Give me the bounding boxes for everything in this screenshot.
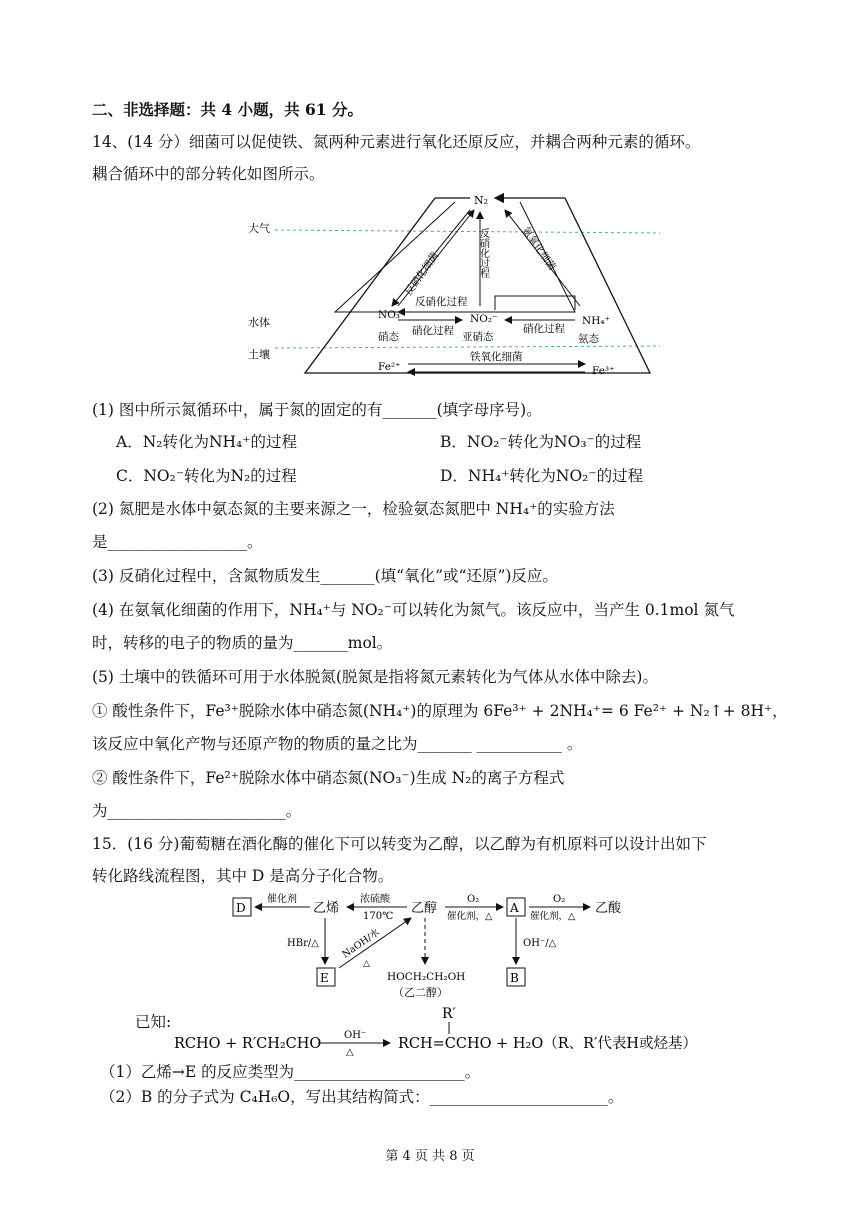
acetic-acid-label: 乙酸 — [595, 901, 622, 916]
q14-part5-1-line1: ① 酸性条件下，Fe³⁺脱除水体中硝态氮(NH₄⁺)的原理为 6Fe³⁺ + 2NH₄⁺= 6 Fe²⁺ + N₂↑+ 8H⁺， — [92, 702, 788, 720]
q14-part5-2-line1: ② 酸性条件下，Fe²⁺脱除水体中硝态氮(NO₃⁻)生成 N₂的离子方程式 — [92, 769, 565, 787]
synthesis-flowchart — [225, 888, 655, 1003]
nh4-label: NH₄⁺ — [582, 315, 611, 327]
q14-part5-1-line2: 该反应中氧化产物与还原产物的物质的量之比为_______ ___________ 。 — [92, 735, 583, 753]
n2-label: N₂ — [474, 194, 489, 207]
q14-option-b: B．NO₂⁻转化为NO₃⁻的过程 — [440, 433, 642, 451]
conc-sulfuric-acid-label: 浓硫酸 — [360, 894, 390, 905]
q14-stem-line2: 耦合循环中的部分转化如图所示。 — [92, 165, 325, 183]
ethylene-label: 乙烯 — [313, 901, 340, 916]
condition-label-1: 催化剂，△ — [447, 911, 493, 922]
box-b-label: B — [510, 971, 519, 985]
q14-part3: (3) 反硝化过程中，含氮物质发生_______(填“氧化”或“还原”)反应。 — [92, 567, 558, 585]
q14-part5-2-line2: 为_______________________。 — [92, 802, 302, 820]
fe2-label: Fe²⁺ — [378, 361, 401, 373]
section-title: 二、非选择题：共 4 小题，共 61 分。 — [92, 100, 363, 119]
hydroxide-label: OH⁻/△ — [523, 938, 557, 949]
iron-bacteria-label: 铁氧化细菌 — [470, 351, 523, 363]
glycol-formula: HOCH₂CH₂OH — [387, 971, 466, 983]
q14-option-c: C．NO₂⁻转化为N₂的过程 — [116, 467, 297, 485]
temperature-label: 170℃ — [363, 911, 394, 922]
label-atmosphere: 大气 — [248, 222, 270, 235]
q14-part2-line1: (2) 氮肥是水体中氨态氮的主要来源之一，检验氨态氮肥中 NH₄⁺的实验方法 — [92, 500, 615, 518]
q15-part1: （1）乙烯→E 的反应类型为______________________。 — [100, 1063, 481, 1081]
q14-part4-line1: (4) 在氨氧化细菌的作用下，NH₄⁺与 NO₂⁻可以转化为氮气。该反应中，当产生 0.1mol 氮气 — [92, 601, 735, 619]
oxygen-label-2: O₂ — [553, 894, 566, 905]
ethanol-label: 乙醇 — [411, 901, 438, 916]
label-soil: 土壤 — [248, 348, 270, 361]
denitrification-label: 反硝化过程 — [415, 296, 468, 308]
products: RCH=CCHO + H₂O（R、R′代表H或烃基） — [398, 1036, 698, 1052]
reactants: RCHO + R′CH₂CHO — [174, 1036, 322, 1052]
label-water: 水体 — [248, 316, 270, 329]
q14-part2-line2: 是__________________。 — [92, 533, 263, 551]
nitrate-state-label: 硝态 — [378, 331, 399, 343]
q15-stem-line2: 转化路线流程图，其中 D 是高分子化合物。 — [92, 867, 394, 885]
q14-option-a: A．N₂转化为NH₄⁺的过程 — [116, 433, 297, 451]
q15-stem-line1: 15．(16 分)葡萄糖在酒化酶的催化下可以转变为乙醇，以乙醇为有机原料可以设计出如下 — [92, 835, 707, 853]
q14-part5: (5) 土壤中的铁循环可用于水体脱氮(脱氮是指将氮元素转化为气体从水体中除去)。 — [92, 668, 658, 686]
ammonium-state-label: 氨态 — [578, 333, 599, 345]
catalyst-label-1: 催化剂 — [267, 894, 297, 905]
page-footer: 第 4 页 共 8 页 — [385, 1149, 475, 1164]
nitrite-state-label: 亚硝态 — [462, 331, 494, 343]
no2-label: NO₂⁻ — [470, 313, 498, 325]
nitrification-label-1: 硝化过程 — [412, 325, 454, 337]
fe3-label: Fe³⁺ — [592, 365, 615, 377]
label-denitrifying-bacteria: 反硝化细菌 — [403, 250, 442, 298]
q15-part2: （2）B 的分子式为 C₄H₆O，写出其结构简式：_______________________。 — [100, 1088, 624, 1106]
naoh-water-label: NaOH/水 — [340, 926, 382, 961]
q14-stem-line1: 14、(14 分）细菌可以促使铁、氮两种元素进行氧化还原反应，并耦合两种元素的循环。 — [92, 133, 701, 151]
reaction-heat: △ — [346, 1047, 354, 1056]
box-e-label: E — [320, 971, 329, 985]
q14-part4-line2: 时，转移的电子的物质的量为_______mol。 — [92, 634, 393, 652]
reaction-catalyst: OH⁻ — [344, 1030, 367, 1041]
nitrogen-cycle-diagram — [230, 188, 670, 383]
box-a-label: A — [510, 901, 519, 915]
known-reaction — [170, 1000, 730, 1056]
q14-option-d: D．NH₄⁺转化为NO₂⁻的过程 — [440, 467, 644, 485]
label-ammonia-oxidizing-bacteria: 氨氧化细菌 — [519, 225, 558, 273]
condition-label-2: 催化剂，△ — [530, 911, 576, 922]
known-label: 已知: — [135, 1013, 172, 1031]
nitrification-label-2: 硝化过程 — [523, 323, 565, 335]
delta-label: △ — [363, 959, 370, 969]
hbr-label: HBr/△ — [287, 938, 319, 949]
glycol-name: （乙二醇） — [393, 986, 448, 999]
no3-label: NO₃⁻ — [378, 309, 406, 321]
label-denitrification-vertical: 反硝化过程 — [477, 228, 489, 278]
oxygen-label-1: O₂ — [467, 894, 480, 905]
r-prime-substituent: R′ — [442, 1006, 456, 1022]
q14-part1: (1) 图中所示氮循环中，属于氮的固定的有_______(填字母序号)。 — [92, 401, 542, 419]
box-d-label: D — [236, 901, 246, 915]
